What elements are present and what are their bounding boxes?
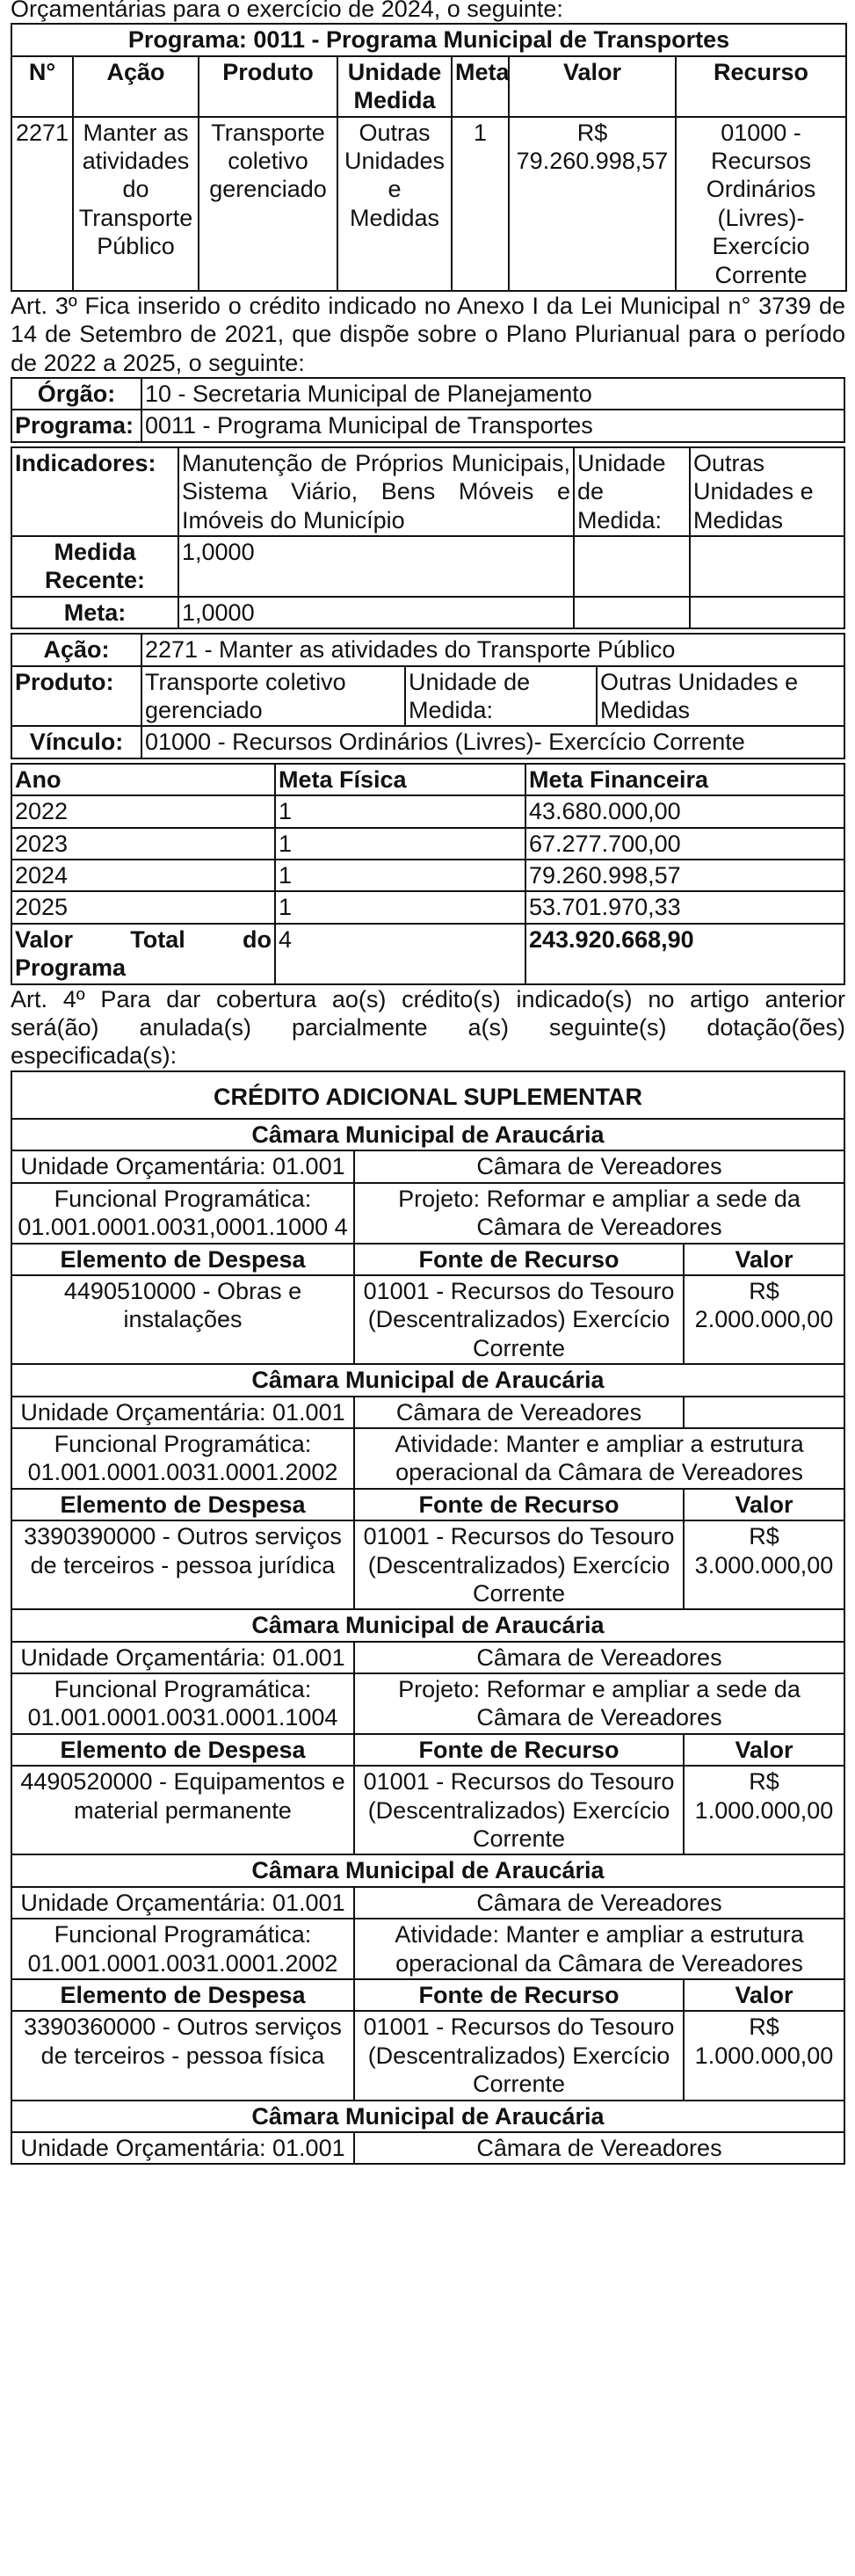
funcional-code: 01.001.0001.0031.0001.2002 [27, 1459, 338, 1486]
funcional-cell [11, 1919, 354, 1979]
table-row-total [11, 924, 844, 984]
acao-label: Ação: [11, 634, 141, 665]
orgao-value: 10 - Secretaria Municipal de Planejamento [141, 378, 844, 410]
total-meta-financeira: 243.920.668,90 [525, 924, 844, 984]
fonte-header: Fonte de Recurso [354, 1489, 684, 1520]
table-cell: 1 [275, 891, 525, 923]
valor-value: R$ 1.000.000,00 [684, 2011, 844, 2100]
metas-table [11, 763, 845, 985]
elemento-header: Elemento de Despesa [11, 1979, 354, 2011]
col-header: N° [11, 56, 73, 117]
table-cell: 79.260.998,57 [525, 860, 844, 891]
ppa-orgao-table [11, 377, 845, 443]
produto-unidade-label: Unidade de Medida: [405, 666, 597, 727]
unidade-label: Unidade Orçamentária: 01.001 [11, 2132, 354, 2164]
table-row [11, 891, 844, 923]
art-3-paragraph: Art. 3º Fica inserido o crédito indicado no Anexo I da Lei Municipal n° 3739 de 14 de Setembro de 2021, que dispõe sobre o Plano Plurianual para o período de 2022 a 2025, o seguinte: [11, 292, 845, 376]
elemento-value: 3390390000 - Outros serviços de terceiros - pessoa jurídica [11, 1520, 354, 1609]
valor-value: R$ 2.000.000,00 [684, 1275, 844, 1364]
fonte-value: 01001 - Recursos do Tesouro (Descentralizados) Exercício Corrente [354, 2011, 684, 2100]
table-cell: R$ 79.260.998,57 [509, 117, 676, 291]
valor-value: R$ 3.000.000,00 [684, 1520, 844, 1609]
funcional-label: Funcional Programática: [54, 1676, 312, 1703]
funcional-code: 01.001.0001.0031,0001.1000 4 [18, 1214, 348, 1241]
valor-header: Valor [684, 1244, 844, 1275]
program-table [11, 23, 847, 292]
unidade-medida-label: Unidade de Medida: [574, 447, 690, 536]
funcional-label: Funcional Programática: [54, 1185, 312, 1212]
col-header: Meta Física [275, 764, 525, 795]
acao-value: 2271 - Manter as atividades do Transporte Público [141, 634, 844, 665]
table-cell: 01000 - Recursos Ordinários (Livres)- Exercício Corrente [676, 117, 846, 291]
camara-heading: Câmara Municipal de Araucária [11, 2101, 844, 2132]
unidade-value: Câmara de Vereadores [354, 1887, 844, 1919]
unidade-medida-value: Outras Unidades e Medidas [690, 447, 844, 536]
funcional-cell [11, 1673, 354, 1734]
table-cell: Manter as atividades do Transporte Público [73, 117, 199, 291]
elemento-value: 4490510000 - Obras e instalações [11, 1275, 354, 1364]
elemento-header: Elemento de Despesa [11, 1734, 354, 1766]
valor-header: Valor [684, 1734, 844, 1766]
funcional-code: 01.001.0001.0031.0001.2002 [27, 1949, 338, 1977]
col-header: Produto [199, 56, 337, 117]
vinculo-label: Vínculo: [11, 726, 141, 758]
produto-label: Produto: [11, 666, 141, 727]
table-cell: 67.277.700,00 [525, 828, 844, 860]
table-cell: 2271 [11, 117, 73, 291]
unidade-value: Câmara de Vereadores [354, 1397, 684, 1428]
fonte-header: Fonte de Recurso [354, 1244, 684, 1275]
meta-label: Meta: [11, 597, 178, 628]
orgao-label: Órgão: [11, 378, 141, 410]
funcional-cell [11, 1428, 354, 1489]
table-cell: 2023 [11, 828, 275, 860]
table-row [11, 1766, 844, 1854]
valor-header: Valor [684, 1979, 844, 2011]
programa-value: 0011 - Programa Municipal de Transportes [141, 410, 844, 441]
col-header: Recurso [676, 56, 846, 117]
fonte-value: 01001 - Recursos do Tesouro (Descentralizados) Exercício Corrente [354, 1766, 684, 1854]
table-cell: 1 [275, 828, 525, 860]
program-table-title: Programa: 0011 - Programa Municipal de Transportes [11, 24, 846, 55]
table-cell: Transporte coletivo gerenciado [199, 117, 337, 291]
camara-heading: Câmara Municipal de Araucária [11, 1609, 844, 1641]
col-header: Meta Financeira [525, 764, 844, 795]
table-cell: 43.680.000,00 [525, 795, 844, 827]
unidade-label: Unidade Orçamentária: 01.001 [11, 1887, 354, 1919]
col-header: Unidade Medida [337, 56, 452, 117]
unidade-label: Unidade Orçamentária: 01.001 [11, 1397, 354, 1428]
credito-title: CRÉDITO ADICIONAL SUPLEMENTAR [11, 1071, 844, 1119]
elemento-value: 4490520000 - Equipamentos e material permanente [11, 1766, 354, 1854]
elemento-header: Elemento de Despesa [11, 1489, 354, 1520]
table-row [11, 2011, 844, 2100]
fonte-value: 01001 - Recursos do Tesouro (Descentralizados) Exercício Corrente [354, 1520, 684, 1609]
table-row [11, 117, 846, 291]
valor-value: R$ 1.000.000,00 [684, 1766, 844, 1854]
indicadores-value: Manutenção de Próprios Municipais, Sistema Viário, Bens Móveis e Imóveis do Município [178, 447, 574, 536]
col-header: Ano [11, 764, 275, 795]
funcional-code: 01.001.0001.0031.0001.1004 [27, 1704, 338, 1731]
document-page [11, 0, 845, 2165]
ppa-indicadores-table [11, 446, 845, 629]
table-row [11, 828, 844, 860]
table-cell: 2025 [11, 891, 275, 923]
table-cell: 2024 [11, 860, 275, 891]
unidade-label: Unidade Orçamentária: 01.001 [11, 1150, 354, 1182]
funcional-label: Funcional Programática: [54, 1430, 312, 1457]
camara-heading: Câmara Municipal de Araucária [11, 1364, 844, 1396]
funcional-cell [11, 1183, 354, 1244]
table-row [11, 1275, 844, 1364]
produto-unidade-value: Outras Unidades e Medidas [597, 666, 844, 727]
medida-recente-value: 1,0000 [178, 536, 574, 597]
elemento-value: 3390360000 - Outros serviços de terceiros - pessoa física [11, 2011, 354, 2100]
valor-header: Valor [684, 1489, 844, 1520]
credito-table [11, 1070, 845, 2166]
col-header: Meta [452, 56, 509, 117]
col-header: Valor [509, 56, 676, 117]
unidade-value: Câmara de Vereadores [354, 1642, 844, 1673]
produto-value: Transporte coletivo gerenciado [141, 666, 405, 727]
meta-value: 1,0000 [178, 597, 574, 628]
total-meta-fisica: 4 [275, 924, 525, 984]
funcional-label: Funcional Programática: [54, 1921, 312, 1948]
table-row [11, 795, 844, 827]
table-row [11, 1520, 844, 1609]
indicadores-label: Indicadores: [11, 447, 178, 536]
table-row [11, 860, 844, 891]
fonte-header: Fonte de Recurso [354, 1979, 684, 2011]
table-cell: Outras Unidades e Medidas [337, 117, 452, 291]
fonte-header: Fonte de Recurso [354, 1734, 684, 1766]
elemento-header: Elemento de Despesa [11, 1244, 354, 1275]
table-cell: 2022 [11, 795, 275, 827]
camara-heading: Câmara Municipal de Araucária [11, 1854, 844, 1886]
table-cell: 1 [275, 860, 525, 891]
fonte-value: 01001 - Recursos do Tesouro (Descentralizados) Exercício Corrente [354, 1275, 684, 1364]
art-4-paragraph: Art. 4º Para dar cobertura ao(s) crédito(s) indicado(s) no artigo anterior será(ão) anulada(s) parcialmente a(s) seguinte(s) dotação(ões) especificada(s): [11, 985, 845, 1070]
unidade-label: Unidade Orçamentária: 01.001 [11, 1642, 354, 1673]
unidade-value: Câmara de Vereadores [354, 1150, 844, 1182]
camara-heading: Câmara Municipal de Araucária [11, 1119, 844, 1150]
col-header: Ação [73, 56, 199, 117]
table-cell: 1 [452, 117, 509, 291]
total-label: Valor Total do Programa [11, 924, 275, 984]
table-cell: 1 [275, 795, 525, 827]
vinculo-value: 01000 - Recursos Ordinários (Livres)- Exercício Corrente [141, 726, 844, 758]
programa-label: Programa: [11, 410, 141, 441]
medida-recente-label: Medida Recente: [11, 536, 178, 597]
funcional-desc: Projeto: Reformar e ampliar a sede da Câmara de Vereadores [354, 1673, 844, 1734]
ppa-acao-table [11, 633, 845, 759]
funcional-desc: Atividade: Manter e ampliar a estrutura operacional da Câmara de Vereadores [354, 1428, 844, 1489]
unidade-value: Câmara de Vereadores [354, 2132, 844, 2164]
table-cell: 53.701.970,33 [525, 891, 844, 923]
funcional-desc: Projeto: Reformar e ampliar a sede da Câmara de Vereadores [354, 1183, 844, 1244]
funcional-desc: Atividade: Manter e ampliar a estrutura operacional da Câmara de Vereadores [354, 1919, 844, 1979]
intro-line: Orçamentárias para o exercício de 2024, o seguinte: [11, 0, 563, 22]
